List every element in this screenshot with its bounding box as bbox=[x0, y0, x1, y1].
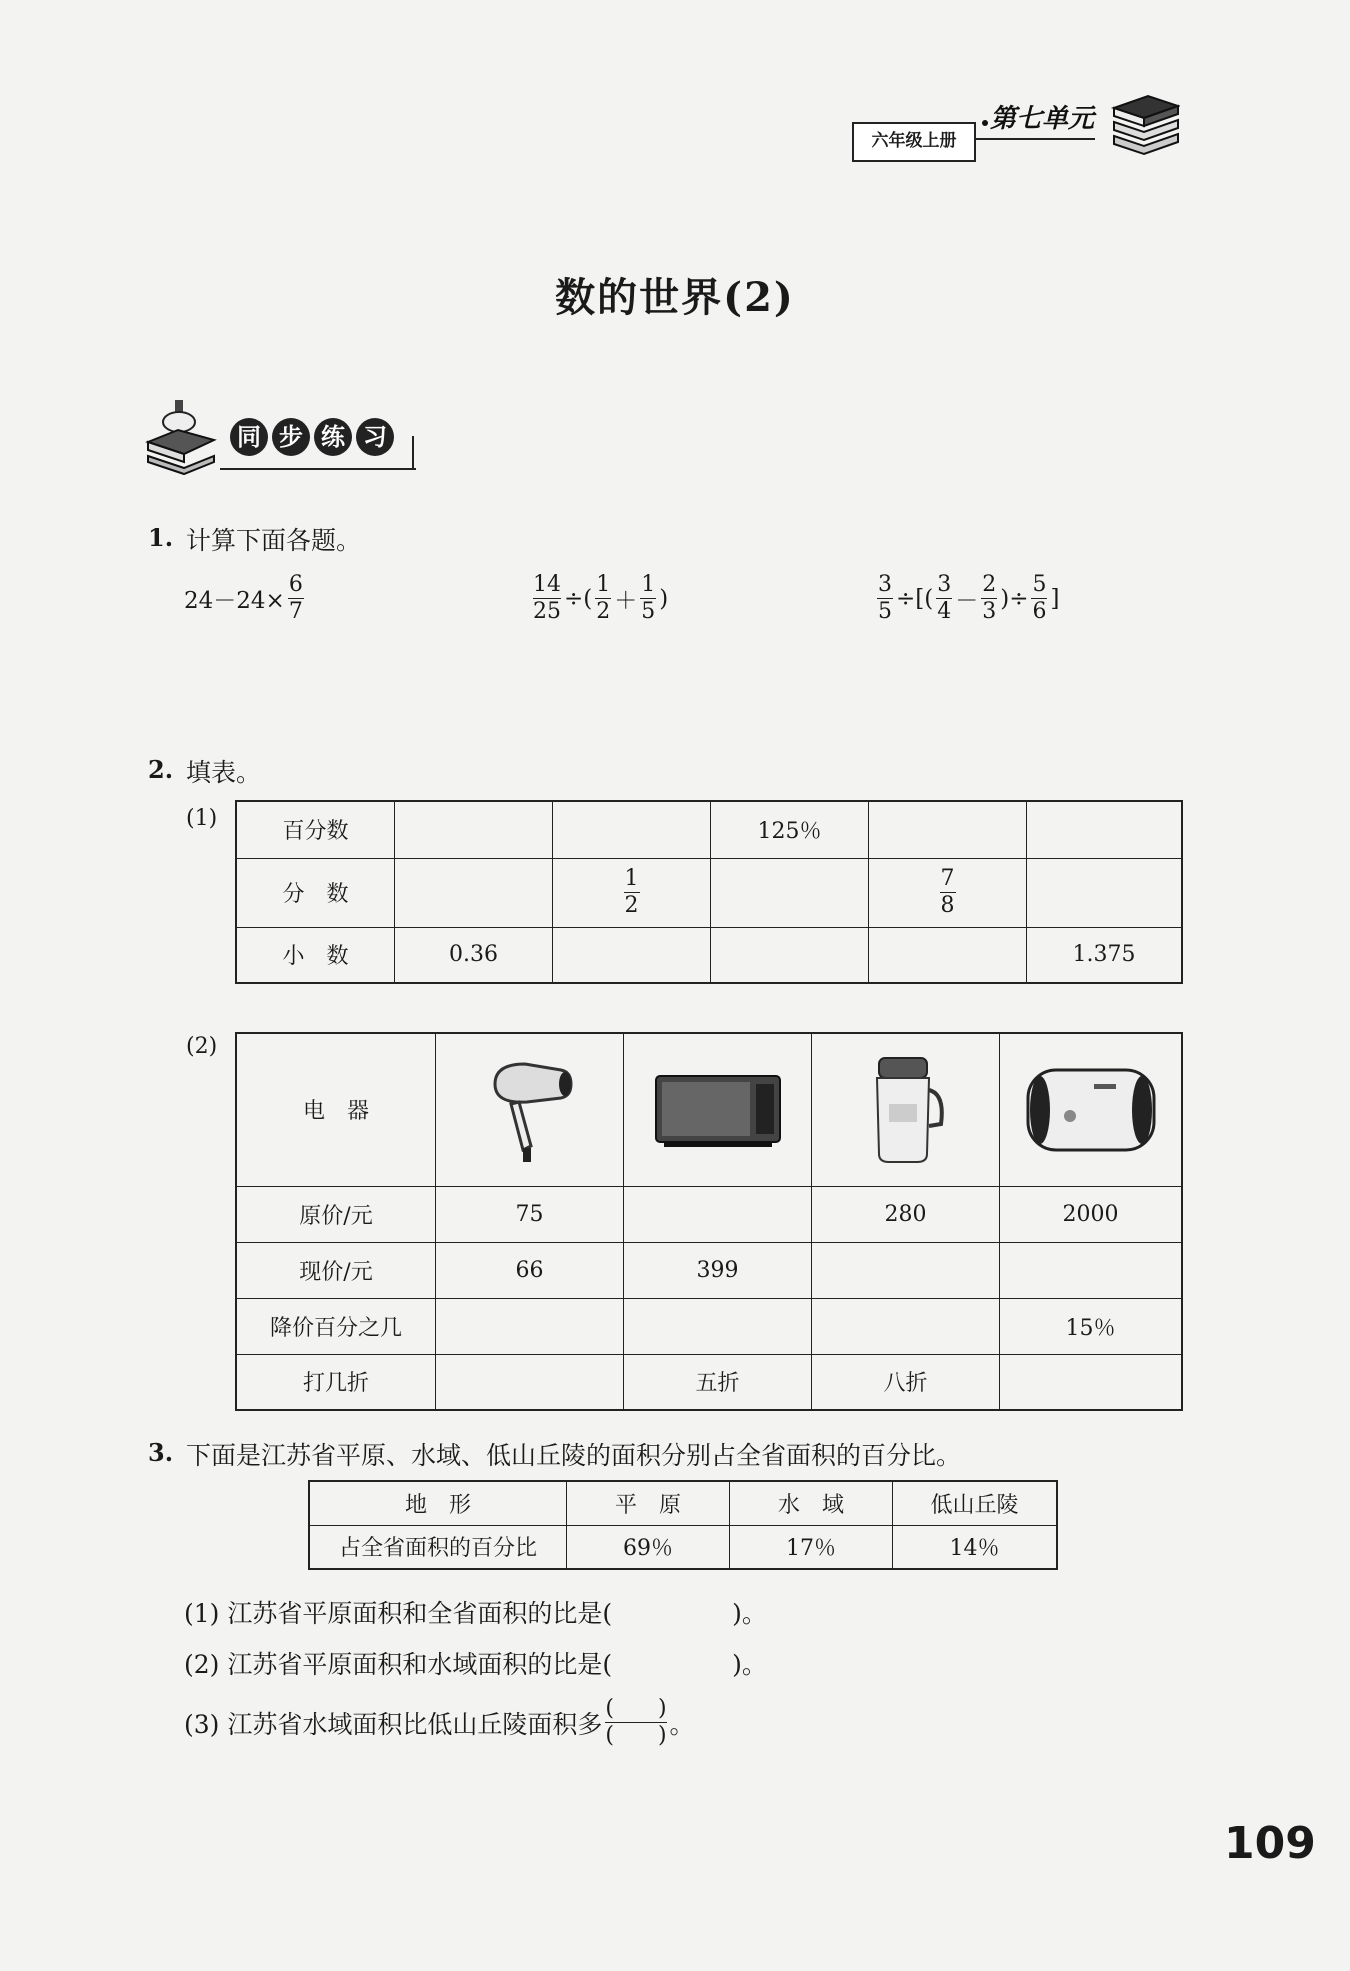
t1-cell: 1.375 bbox=[1027, 927, 1183, 983]
hair-dryer-icon bbox=[485, 1054, 575, 1166]
q3-row-label: 占全省面积的百分比 bbox=[309, 1525, 567, 1569]
percent-table bbox=[235, 800, 1183, 984]
q1-expression-3: $\frac{3}{5}$ ÷[( $\frac{3}{4}$ － $\frac{2}{3}$ )÷ $\frac{5}{6}$ ] bbox=[878, 572, 1060, 624]
t2-cell[interactable] bbox=[436, 1298, 624, 1354]
page-number: 109 bbox=[1224, 1818, 1316, 1869]
t2-head-discount-rate: 打几折 bbox=[236, 1354, 436, 1410]
t1-cell[interactable] bbox=[1027, 858, 1183, 927]
t2-pic-cell bbox=[812, 1033, 1000, 1186]
q3-head-terrain: 地 形 bbox=[309, 1481, 567, 1525]
q3-number: 3. bbox=[148, 1438, 174, 1467]
t1-head-percent: 百分数 bbox=[236, 801, 395, 858]
t1-head-fraction: 分 数 bbox=[236, 858, 395, 927]
t1-cell[interactable] bbox=[1027, 801, 1183, 858]
t1-cell[interactable] bbox=[869, 927, 1027, 983]
t1-cell[interactable] bbox=[395, 858, 553, 927]
t2-cell: 2000 bbox=[1000, 1186, 1183, 1242]
t2-pic-cell bbox=[624, 1033, 812, 1186]
t1-cell: 0.36 bbox=[395, 927, 553, 983]
t2-pic-cell bbox=[1000, 1033, 1183, 1186]
t2-cell: 15％ bbox=[1000, 1298, 1183, 1354]
q3-head-hills: 低山丘陵 bbox=[893, 1481, 1058, 1525]
t1-cell[interactable] bbox=[395, 801, 553, 858]
q1-expression-1: 24－24× $\frac{6}{7}$ bbox=[184, 572, 303, 624]
q1-expression-2: $\frac{14}{25}$ ÷( $\frac{1}{2}$ ＋ $\frac{1}{5}$ ) bbox=[533, 572, 669, 624]
t1-cell[interactable] bbox=[869, 801, 1027, 858]
t1-cell[interactable] bbox=[711, 927, 869, 983]
q1-text: 计算下面各题。 bbox=[186, 526, 362, 555]
section-underline bbox=[220, 468, 416, 470]
q3-sub-1: (1) 江苏省平原面积和全省面积的比是( )。 bbox=[184, 1599, 767, 1628]
soymilk-maker-icon bbox=[865, 1054, 947, 1166]
book-stack-icon bbox=[1108, 92, 1180, 158]
microwave-icon bbox=[652, 1070, 784, 1150]
t2-head-current-price: 现价/元 bbox=[236, 1242, 436, 1298]
t1-label: (1) bbox=[186, 806, 218, 831]
grade-label: 六年级上册 bbox=[852, 122, 976, 162]
t1-cell: 125％ bbox=[711, 801, 869, 858]
section-char-3: 练 bbox=[314, 418, 352, 456]
q2-text: 填表。 bbox=[186, 758, 262, 787]
t1-head-decimal: 小 数 bbox=[236, 927, 395, 983]
header-dot bbox=[982, 120, 988, 126]
section-underline-end bbox=[412, 436, 414, 470]
t2-cell: 五折 bbox=[624, 1354, 812, 1410]
q3-sub-3: (3) 江苏省水域面积比低山丘陵面积多 $\frac{( )}{( )}$ 。 bbox=[184, 1696, 695, 1748]
q1-number: 1. bbox=[148, 523, 174, 552]
t2-head-original-price: 原价/元 bbox=[236, 1186, 436, 1242]
terrain-table bbox=[308, 1480, 1058, 1570]
answer-fraction[interactable]: $\frac{( )}{( )}$ bbox=[605, 1696, 667, 1748]
section-char-4: 习 bbox=[356, 418, 394, 456]
section-char-1: 同 bbox=[230, 418, 268, 456]
t2-head-appliance: 电 器 bbox=[236, 1033, 436, 1186]
t2-cell: 75 bbox=[436, 1186, 624, 1242]
t1-cell[interactable] bbox=[711, 858, 869, 927]
q3-value-plain: 69％ bbox=[567, 1525, 730, 1569]
t2-head-discount-percent: 降价百分之几 bbox=[236, 1298, 436, 1354]
t2-cell[interactable] bbox=[812, 1298, 1000, 1354]
t2-pic-cell bbox=[436, 1033, 624, 1186]
t2-cell[interactable] bbox=[1000, 1354, 1183, 1410]
t1-cell[interactable] bbox=[553, 927, 711, 983]
t2-cell[interactable] bbox=[624, 1186, 812, 1242]
appliance-table bbox=[235, 1032, 1183, 1411]
q2-number: 2. bbox=[148, 755, 174, 784]
t1-cell: $\frac{1}{2}$ bbox=[553, 858, 711, 927]
page-title: 数的世界(2) bbox=[555, 274, 795, 321]
books-lamp-icon bbox=[144, 398, 218, 478]
t2-cell: 399 bbox=[624, 1242, 812, 1298]
t1-cell[interactable] bbox=[553, 801, 711, 858]
t2-label: (2) bbox=[186, 1034, 218, 1059]
water-heater-icon bbox=[1024, 1064, 1158, 1156]
t2-cell[interactable] bbox=[812, 1242, 1000, 1298]
t1-cell: $\frac{7}{8}$ bbox=[869, 858, 1027, 927]
q3-value-hills: 14％ bbox=[893, 1525, 1058, 1569]
header-rule bbox=[975, 138, 1095, 140]
unit-label: 第七单元 bbox=[990, 104, 1095, 134]
t2-cell: 280 bbox=[812, 1186, 1000, 1242]
t2-cell[interactable] bbox=[436, 1354, 624, 1410]
t2-cell[interactable] bbox=[1000, 1242, 1183, 1298]
t2-cell[interactable] bbox=[624, 1298, 812, 1354]
q3-head-plain: 平 原 bbox=[567, 1481, 730, 1525]
t2-cell: 八折 bbox=[812, 1354, 1000, 1410]
t2-cell: 66 bbox=[436, 1242, 624, 1298]
q3-sub-2: (2) 江苏省平原面积和水域面积的比是( )。 bbox=[184, 1650, 767, 1679]
q3-head-water: 水 域 bbox=[730, 1481, 893, 1525]
q3-text: 下面是江苏省平原、水域、低山丘陵的面积分别占全省面积的百分比。 bbox=[186, 1441, 962, 1470]
q3-value-water: 17％ bbox=[730, 1525, 893, 1569]
section-char-2: 步 bbox=[272, 418, 310, 456]
